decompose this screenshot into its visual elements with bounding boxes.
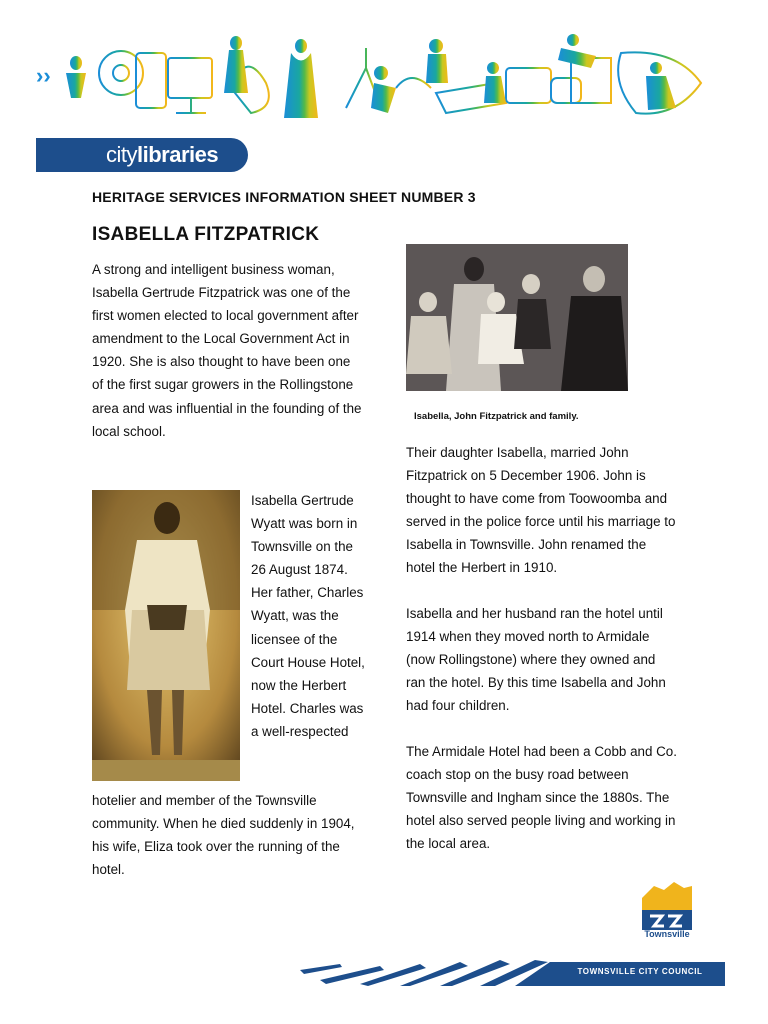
birth-paragraph: Isabella Gertrude Wyatt was born in Townsville on the 26 August 1874. Her father, Charles Wyatt, was the licensee of the Court House Hotel, now the Herbert Hotel. Charles was a well-respected	[251, 493, 365, 739]
council-footer-label: TOWNSVILLE CITY COUNCIL	[577, 967, 703, 976]
family-photo	[406, 244, 628, 391]
portrait-photo	[92, 490, 240, 781]
family-photo-caption: Isabella, John Fitzpatrick and family.	[414, 411, 579, 422]
birth-paragraph-continued: hotelier and member of the Townsville community. When he died suddenly in 1904, his wife, Eliza took over the running of the hotel.	[92, 793, 355, 878]
townsville-logo-text: Townsville	[644, 929, 690, 939]
svg-text:››: ››	[36, 63, 51, 88]
brand-name-bold: libraries	[137, 142, 219, 167]
marriage-paragraph: Their daughter Isabella, married John Fitzpatrick on 5 December 1906. John is thought to have come from Toowoomba and served in the police force until his marriage to Isabella in Townsville. John renamed the hotel the Herbert in 1910.	[406, 445, 676, 576]
brand-name-light: city	[106, 142, 137, 167]
intro-paragraph: A strong and intelligent business woman, Isabella Gertrude Fitzpatrick was one of the first women elected to local government after amendment to the Local Government Act in 1920. She is also thought to have been one of the first sugar growers in the Rollingstone area and was influential in the founding of the local school.	[92, 262, 362, 439]
armidale-hotel-paragraph: The Armidale Hotel had been a Cobb and Co. coach stop on the busy road between Townsville and Ingham since the 1880s. The hotel also served people living and working in the local area.	[406, 744, 677, 852]
header-banner-illustration	[36, 28, 706, 128]
sheet-title: HERITAGE SERVICES INFORMATION SHEET NUMBER 3	[92, 189, 476, 205]
city-libraries-logo	[36, 138, 248, 172]
rollingstone-paragraph: Isabella and her husband ran the hotel until 1914 when they moved north to Armidale (now Rollingstone) where they owned and ran the hotel. By this time Isabella and John had four children.	[406, 606, 666, 714]
page-title: ISABELLA FITZPATRICK	[92, 224, 320, 245]
